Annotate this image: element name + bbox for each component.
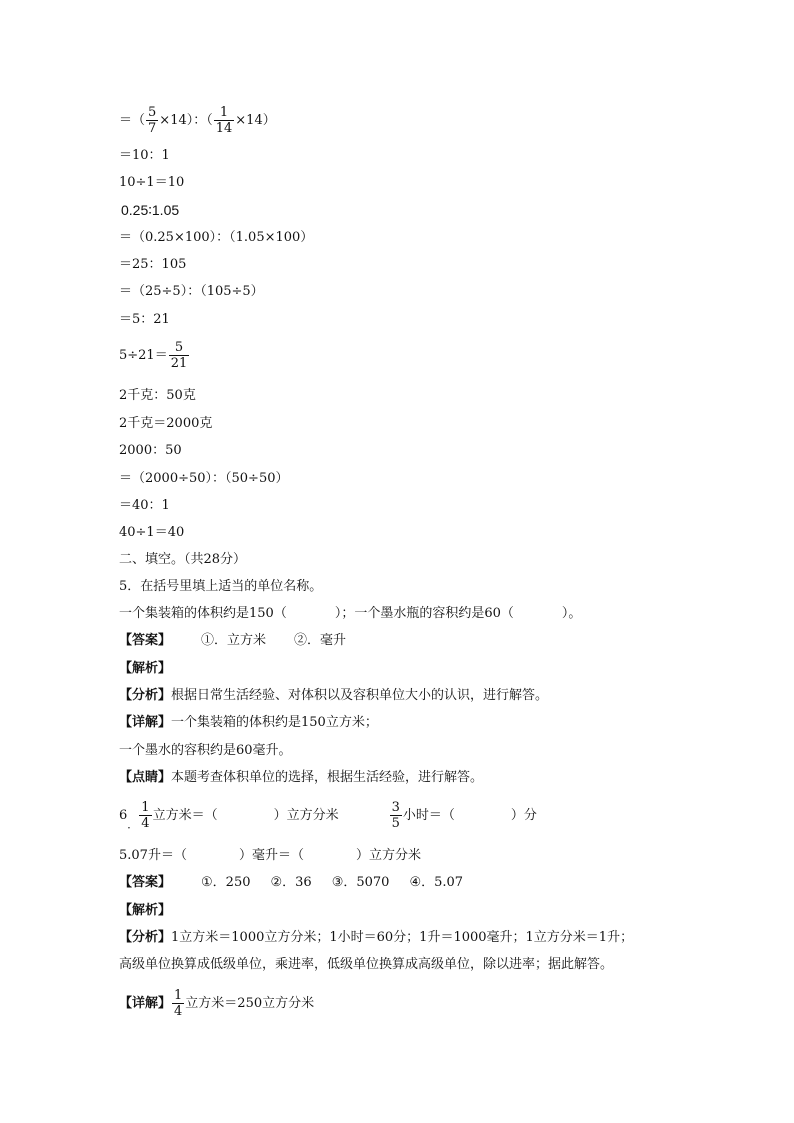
q6-question-2: 5.07升＝（ ）毫升＝（ ）立方分米 (119, 848, 421, 863)
calc-line-7: ＝（25÷5）：（105÷5） (119, 284, 264, 299)
q5-xiangjie-2: 一个墨水的容积约是60毫升。 (119, 743, 292, 758)
calc-line-11: 2千克＝2000克 (119, 416, 213, 431)
calc-line-9 (119, 340, 190, 371)
text: ×14） (235, 113, 276, 128)
text: 5÷21＝ (119, 348, 168, 363)
calc-line-14: ＝40：1 (119, 498, 170, 513)
q5-prompt: 5．在括号里填上适当的单位名称。 (119, 579, 323, 594)
calc-line-2: ＝10：1 (119, 148, 170, 163)
calc-line-5: ＝（0.25×100）：（1.05×100） (119, 230, 314, 245)
calc-line-13: ＝（2000÷50）：（50÷50） (119, 471, 289, 486)
q6-question: $6_.$ $\frac{1}{4}$ 立方米＝（ ）立方分米 $\frac{3}{5}$ 小时＝（ ）分 (119, 800, 537, 831)
calc-line-1 (119, 105, 276, 136)
calc-line-8: ＝5：21 (119, 312, 170, 327)
fraction: $\frac{5}{7}$ (148, 105, 157, 136)
text: ×14）：（ (159, 113, 213, 128)
q6-xiangjie: 【详解】 $\frac{1}{4}$ 立方米＝250立方分米 (119, 988, 315, 1019)
fraction: $\frac{3}{5}$ (391, 800, 400, 831)
q6-answer: 【答案】 ①．250 ②．36 ③．5070 ④．5.07 (119, 875, 464, 890)
q5-dianjing: 【点睛】本题考查体积单位的选择，根据生活经验，进行解答。 (119, 770, 484, 785)
calc-line-10: 2千克：50克 (119, 388, 196, 403)
fraction: $\frac{1}{4}$ (174, 988, 183, 1019)
fraction: $\frac{1}{4}$ (141, 800, 150, 831)
fraction: $\frac{5}{21}$ (170, 340, 188, 371)
calc-line-6: ＝25：105 (119, 257, 187, 272)
q5-question: 一个集装箱的体积约是150（ ）；一个墨水瓶的容积约是60（ ）。 (119, 606, 582, 621)
calc-line-12: 2000：50 (119, 443, 182, 458)
q5-xiangjie: 【详解】一个集装箱的体积约是150立方米； (119, 715, 378, 730)
calc-line-4: 0.25∶1.05 (121, 202, 180, 218)
q5-fenxi: 【分析】根据日常生活经验、对体积以及容积单位大小的认识，进行解答。 (119, 688, 549, 703)
calc-line-15: 40÷1＝40 (119, 525, 185, 540)
section-title: 二、填空。（共28分） (119, 552, 247, 567)
fraction: $\frac{1}{14}$ (215, 105, 233, 136)
q6-jiexi: 【解析】 (119, 903, 172, 918)
text: ＝（ (119, 113, 146, 128)
calc-line-3: 10÷1＝10 (119, 175, 185, 190)
q6-fenxi: 【分析】1立方米＝1000立方分米；1小时＝60分；1升＝1000毫升；1立方分米＝1升； (119, 930, 634, 945)
q5-answer: 【答案】 ①．立方米 ②．毫升 (119, 633, 347, 648)
q6-fenxi-2: 高级单位换算成低级单位，乘进率，低级单位换算成高级单位，除以进率；据此解答。 (119, 957, 614, 972)
q5-jiexi: 【解析】 (119, 661, 172, 676)
